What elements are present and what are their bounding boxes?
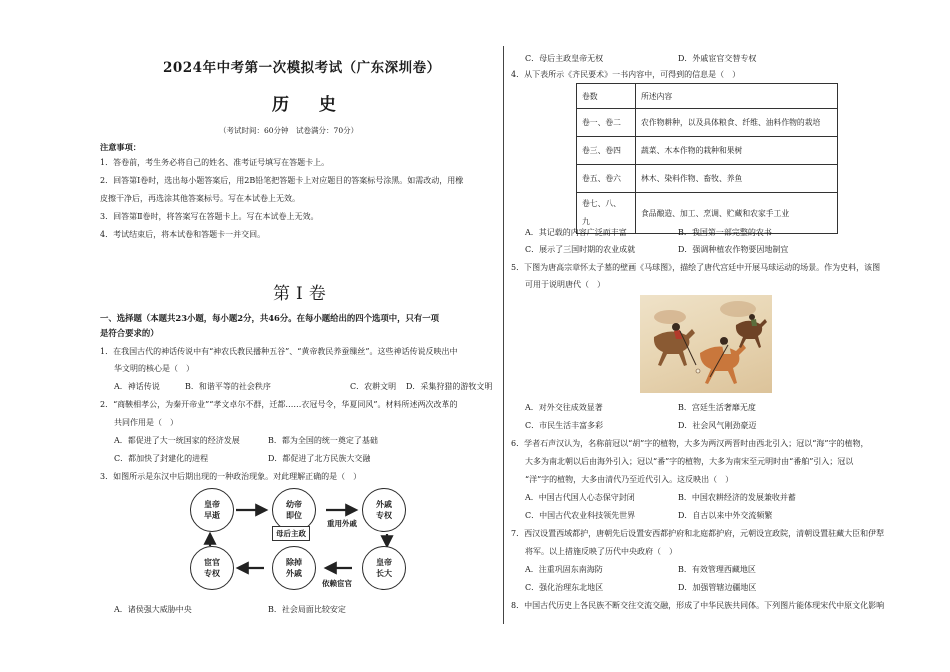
q4-table <box>576 83 838 234</box>
node-consort-clan-power: 外戚 专权 <box>362 488 406 532</box>
q5-option-b: B．宫廷生活奢靡无度 <box>678 403 756 412</box>
table-cell: 食品酿造、加工、烹调、贮藏和农家手工业 <box>636 193 838 234</box>
note-item: 4．考试结束后，将本试卷和答题卡一并交回。 <box>100 230 266 239</box>
table-cell: 卷五、卷六 <box>577 165 636 193</box>
q2-option-c: C．都加快了封建化的进程 <box>114 454 209 463</box>
table-header-cell: 所述内容 <box>636 84 838 109</box>
q5-option-c: C．市民生活丰富多彩 <box>525 421 604 430</box>
q2-stem: 2．“商鞅相孝公，为秦开帝业”“孝文卓尔不群，迁都……衣冠号令，华夏同风”。材料所述两次改革的 <box>100 400 458 409</box>
q4-option-d: D．强调种植农作物要因地制宜 <box>678 245 789 254</box>
table-cell: 卷三、卷四 <box>577 137 636 165</box>
q6-option-b: B．中国农耕经济的发展兼收并蓄 <box>678 493 796 502</box>
q2-option-a: A．都促进了大一统国家的经济发展 <box>114 436 240 445</box>
notes-heading: 注意事项： <box>100 142 141 152</box>
q6-option-d: D．自古以来中外交流频繁 <box>678 511 773 520</box>
notes <box>100 141 498 153</box>
subject-title: 历 史 <box>272 95 348 115</box>
node-child-emperor: 幼帝 即位 <box>272 488 316 532</box>
node-emperor-grows-up: 皇帝 长大 <box>362 546 406 590</box>
q1-stem: 1．在我国古代的神话传说中有“神农氏教民播种五谷”、“黄帝教民养蚕缫丝”。这些神话传说反映出中 <box>100 347 458 356</box>
polo-mural-drawing <box>640 295 772 393</box>
q4-option-c: C．展示了三国时期的农业成就 <box>525 245 636 254</box>
note-item: 皮擦干净后，再选涂其他答案标号。写在本试卷上无效。 <box>100 194 300 203</box>
q6-option-c: C．中国古代农业科技领先世界 <box>525 511 636 520</box>
table-row <box>577 137 838 165</box>
q4-stem: 4．从下表所示《齐民要术》一书内容中，可得到的信息是（ ） <box>511 70 741 79</box>
note-item: 3．回答第Ⅱ卷时，将答案写在答题卡上。写在本试卷上无效。 <box>100 212 319 221</box>
table-cell: 卷一、卷二 <box>577 109 636 137</box>
q7-option-b: B．有效管理西藏地区 <box>678 565 756 574</box>
table-row <box>577 165 838 193</box>
q3-option-c: C．母后主政皇帝无权 <box>525 54 604 63</box>
label-rely-on-consorts: 重用外戚 <box>327 519 357 528</box>
table-cell: 林木、染料作物、畜牧、养鱼 <box>636 165 838 193</box>
q5-option-d: D．社会风气刚劲豪迈 <box>678 421 757 430</box>
section-heading-line2: 是符合要求的） <box>100 328 159 338</box>
q1-option-a: A．神话传说 <box>114 382 160 391</box>
section-heading-line1: 一、选择题（本题共23小题，每小题2分，共46分。在每小题给出的四个选项中，只有一项 <box>100 313 440 323</box>
q1-stem-cont: 华文明的核心是（ ） <box>114 364 194 373</box>
exam-info: （考试时间：60分钟 试卷满分：70分） <box>219 126 359 135</box>
q8-stem: 8．中国古代历史上各民族不断交往交流交融，形成了中华民族共同体。下列图片能体现宋代中原文化影响 <box>511 601 885 610</box>
label-rely-on-eunuchs: 依赖宦官 <box>322 579 352 588</box>
q3-option-b: B．社会局面比较安定 <box>268 605 346 614</box>
table-row <box>577 109 838 137</box>
q3-option-d: D．外戚宦官交替专权 <box>678 54 757 63</box>
table-cell: 农作物耕种，以及具体粮食、纤维、油料作物的栽培 <box>636 109 838 137</box>
q3-stem: 3．如图所示是东汉中后期出现的一种政治现象。对此理解正确的是（ ） <box>100 472 362 481</box>
q1-option-d: D．采集狩猎的游牧文明 <box>406 382 493 391</box>
q7-stem-cont: 将军。以上措施反映了历代中央政府（ ） <box>525 547 677 556</box>
q7-option-c: C．强化治理东北地区 <box>525 583 604 592</box>
q6-stem-cont: “洋”字的植物，大多由清代乃至近代引入。这反映出（ ） <box>525 475 734 484</box>
q6-option-a: A．中国古代国人心态保守封闭 <box>525 493 635 502</box>
q5-option-a: A．对外交往成效显著 <box>525 403 603 412</box>
node-emperor-early-death: 皇帝 早逝 <box>190 488 234 532</box>
volume-title: 第Ⅰ卷 <box>273 284 332 304</box>
exam-title: 2024年中考第一次模拟考试（广东深圳卷） <box>163 60 441 76</box>
note-item: 1．答卷前，考生务必将自己的姓名、准考证号填写在答题卡上。 <box>100 158 330 167</box>
q4-option-a: A．其记载的内容广泛而丰富 <box>525 228 627 237</box>
q2-option-b: B．都为全国的统一奠定了基础 <box>268 436 378 445</box>
q2-stem-cont: 共同作用是（ ） <box>114 418 178 427</box>
q7-option-a: A．注重巩固东南海防 <box>525 565 603 574</box>
column-divider <box>503 46 504 624</box>
table-cell: 蔬菜、木本作物的栽种和果树 <box>636 137 838 165</box>
label-empress-regency: 母后主政 <box>272 526 310 541</box>
q2-option-d: D．都促进了北方民族大交融 <box>268 454 371 463</box>
q7-option-d: D．加强管辖边疆地区 <box>678 583 757 592</box>
q3-option-a: A．诸侯强大威胁中央 <box>114 605 192 614</box>
q1-option-b: B．和谐平等的社会秩序 <box>185 382 271 391</box>
q5-stem: 5．下图为唐高宗章怀太子墓的壁画《马球图》，描绘了唐代宫廷中开展马球运动的场景。作为史料，该图 <box>511 263 881 272</box>
q5-stem-cont: 可用于说明唐代（ ） <box>525 280 605 289</box>
table-header-row <box>577 84 838 109</box>
polo-mural-image <box>640 295 772 393</box>
node-eunuch-power: 宦官 专权 <box>190 546 234 590</box>
table-cell: 卷七、八、 九 <box>577 193 636 234</box>
q4-option-b: B．我国第一部完整的农书 <box>678 228 772 237</box>
note-item: 2．回答第Ⅰ卷时，选出每小题答案后，用2B铅笔把答题卡上对应题目的答案标号涂黑。如需改动，用橡 <box>100 176 464 185</box>
node-remove-consort-clan: 除掉 外戚 <box>272 546 316 590</box>
table-header-cell: 卷数 <box>577 84 636 109</box>
q1-option-c: C．农耕文明 <box>350 382 397 391</box>
q7-stem: 7．西汉设置西域都护，唐朝先后设置安西都护府和北庭都护府，元朝设宣政院，清朝设置驻藏大臣和伊犁 <box>511 529 885 538</box>
q6-stem-cont: 大多为南北朝以后由海外引入；冠以“番”字的植物，大多为南宋至元明时由“番舶”引入；冠以 <box>525 457 854 466</box>
q6-stem: 6．学者石声汉认为，名称前冠以“胡”字的植物，大多为两汉两晋时由西北引入；冠以“海”字的植物， <box>511 439 869 448</box>
